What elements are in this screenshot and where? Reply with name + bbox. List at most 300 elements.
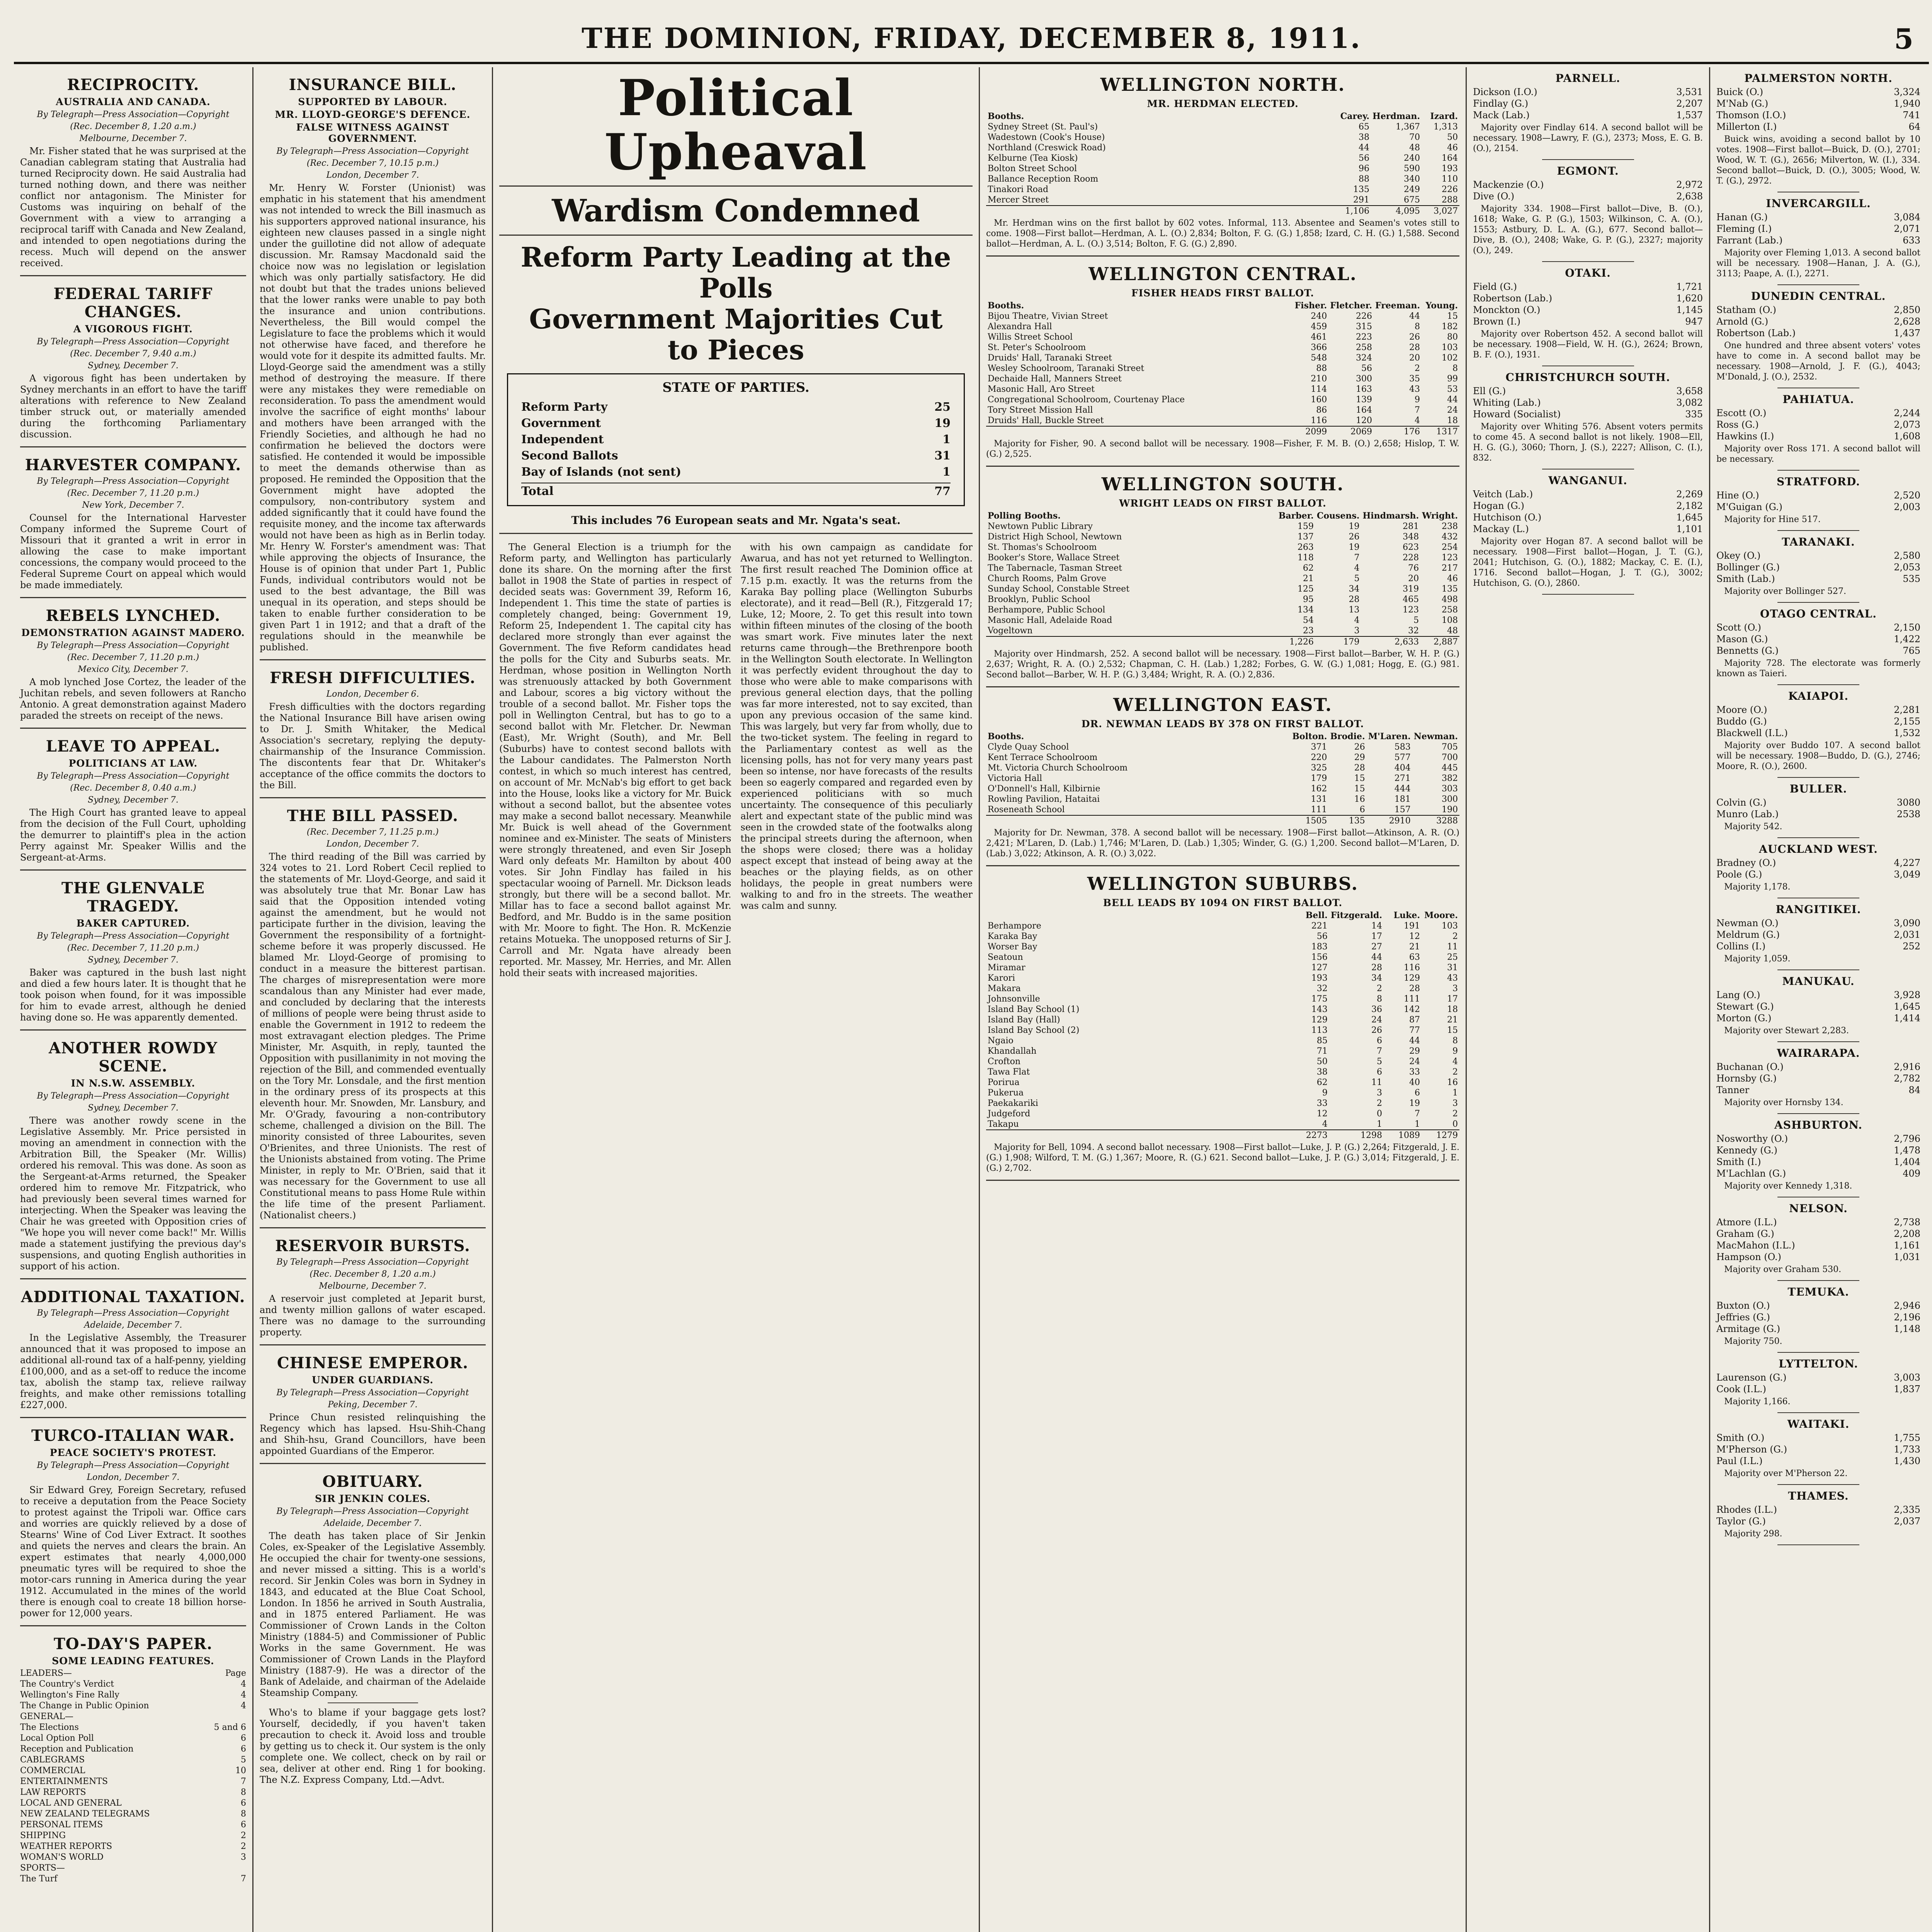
table-cell: 29: [1354, 753, 1365, 762]
table-cell: 226: [1442, 185, 1458, 194]
candidate-votes: 1,161: [1894, 1240, 1920, 1251]
section-head-south: WELLINGTON SOUTH.: [1101, 474, 1344, 495]
table-cell: 111: [1311, 805, 1327, 815]
column-1: [14, 67, 253, 1932]
table-cell: 95: [1303, 595, 1314, 604]
table-cell: 125: [1297, 584, 1314, 594]
table-cell: Ngaio: [988, 1036, 1014, 1046]
table-cell: 24: [1447, 405, 1458, 415]
electorate-block: [1716, 690, 1920, 772]
candidate-row: [1716, 550, 1920, 561]
table-cell: 7: [1415, 405, 1420, 415]
divider: [1777, 530, 1859, 531]
table-cell: 303: [1442, 784, 1458, 794]
section-subhead: MR. HERDMAN ELECTED.: [1147, 98, 1299, 109]
electorate-name: TEMUKA.: [1787, 1286, 1849, 1298]
byline: By Telegraph—Press Association—Copyright: [276, 146, 469, 156]
candidate-row: [1716, 1001, 1920, 1012]
headline-insurance: INSURANCE BILL.: [289, 76, 457, 94]
headline-fresh: FRESH DIFFICULTIES.: [270, 669, 476, 687]
candidate-name: Millerton (I.): [1716, 121, 1777, 132]
candidate-name: Poole (G.): [1716, 869, 1762, 880]
subhead: SUPPORTED BY LABOUR.: [298, 96, 447, 107]
candidate-row: [1716, 1240, 1920, 1251]
table-cell: 18: [1447, 1005, 1458, 1014]
candidate-votes: 2,208: [1894, 1228, 1920, 1239]
divider: [20, 728, 246, 729]
candidate-row: [1716, 561, 1920, 573]
table-cell: 3: [1452, 1099, 1458, 1108]
subhead: POLITICIANS AT LAW.: [68, 758, 198, 769]
table-cell: 48: [1447, 626, 1458, 636]
table-cell: 675: [1404, 195, 1420, 205]
table-row: [986, 973, 1459, 983]
candidate-name: Buddo (G.): [1716, 716, 1767, 727]
candidate-votes: 409: [1903, 1168, 1920, 1179]
section-subhead: FISHER HEADS FIRST BALLOT.: [1131, 287, 1315, 299]
dateline: (Rec. December 7, 9.40 a.m.): [70, 349, 196, 359]
candidate-row: [1716, 1515, 1920, 1527]
table-row: [986, 1119, 1459, 1130]
candidate-name: Atmore (I.L.): [1716, 1217, 1777, 1228]
candidate-name: Hawkins (I.): [1716, 431, 1774, 442]
candidate-row: [1716, 869, 1920, 880]
electorate-name: CHRISTCHURCH SOUTH.: [1505, 371, 1670, 384]
subhead: SOME LEADING FEATURES.: [52, 1655, 214, 1667]
electorate-note: Majority 1,166.: [1724, 1397, 1791, 1406]
placeline: Melbourne, December 7.: [319, 1281, 427, 1291]
candidate-row: [1716, 645, 1920, 656]
byline: By Telegraph—Press Association—Copyright: [37, 1461, 230, 1470]
candidate-votes: 2,638: [1676, 191, 1703, 202]
table-row: [986, 983, 1459, 994]
article-body: Mr. Fisher stated that he was surprised at the Canadian cablegram stating that Australia had turned Reciprocity down. He said Australia had turned nothing down, and there was neither conflict nor antagonism. The Minister for Customs was inquiring on behalf of the Government with a view to arranging a reciprocal tariff with Canada and New Zealand, and intended to open negotiations during the recess. Much will depend on the answer received.: [20, 146, 246, 269]
candidate-name: Kennedy (G.): [1716, 1145, 1777, 1156]
headline-rebels: REBELS LYNCHED.: [46, 607, 221, 625]
divider: [20, 869, 246, 871]
divider: [1777, 1352, 1859, 1353]
table-row: [986, 415, 1459, 426]
candidate-name: Ross (G.): [1716, 419, 1759, 430]
divider: [1777, 684, 1859, 685]
table-cell: 340: [1404, 174, 1420, 184]
table-cell: 1: [1452, 1088, 1458, 1098]
table-cell: Tinakori Road: [988, 185, 1049, 194]
candidate-row: [1716, 727, 1920, 739]
table-cell: 20: [1409, 353, 1420, 363]
feature-label: SHIPPING: [20, 1831, 66, 1840]
results-table-north: [986, 111, 1459, 216]
table-cell: 444: [1394, 784, 1411, 794]
candidate-votes: 2,916: [1894, 1061, 1920, 1072]
table-row: [986, 1056, 1459, 1067]
feature-label: Reception and Publication: [20, 1744, 134, 1754]
candidate-votes: 84: [1908, 1085, 1920, 1095]
candidate-name: Cook (I.L.): [1716, 1384, 1766, 1395]
feature-row: [20, 1701, 246, 1711]
candidate-name: Smith (Lab.): [1716, 573, 1775, 584]
candidate-row: [1716, 1216, 1920, 1228]
total-cell: 176: [1374, 426, 1422, 437]
table-cell: 5: [1413, 616, 1419, 625]
table-cell: 102: [1442, 353, 1458, 363]
electorate-note: Majority for Hine 517.: [1724, 515, 1821, 524]
candidate-votes: 3,003: [1894, 1372, 1920, 1383]
candidate-name: Farrant (Lab.): [1716, 235, 1783, 246]
party-value: 1: [942, 465, 951, 479]
table-cell: 271: [1394, 774, 1411, 783]
candidate-row: [1716, 704, 1920, 716]
candidate-row: [1716, 1504, 1920, 1515]
table-cell: 164: [1442, 153, 1458, 163]
table-cell: 2: [1452, 932, 1458, 941]
candidate-name: Hampson (O.): [1716, 1252, 1781, 1262]
candidate-row: [1716, 917, 1920, 929]
divider: [20, 446, 246, 447]
table-cell: 103: [1442, 921, 1458, 931]
candidate-votes: 3,324: [1894, 87, 1920, 97]
feature-row: [20, 1668, 246, 1679]
column-header: Young.: [1425, 301, 1458, 311]
total-cell: 1,226: [1277, 636, 1315, 647]
candidate-votes: 2,520: [1894, 490, 1920, 501]
subhead: A VIGOROUS FIGHT.: [73, 323, 193, 335]
table-row: [986, 804, 1459, 815]
table-cell: 71: [1316, 1046, 1328, 1056]
subhead: PEACE SOCIETY'S PROTEST.: [49, 1447, 217, 1458]
table-row: [986, 605, 1459, 615]
subhead: FALSE WITNESS AGAINST GOVERNMENT.: [296, 122, 449, 144]
table-cell: 62: [1303, 563, 1314, 573]
total-cell: [986, 1130, 1291, 1141]
placeline: Sydney, December 7.: [88, 955, 179, 965]
total-cell: 1505: [1291, 815, 1328, 826]
candidate-row: [1716, 1061, 1920, 1073]
table-cell: 8: [1377, 994, 1382, 1004]
table-cell: 131: [1311, 794, 1327, 804]
candidate-row: [1716, 1311, 1920, 1323]
table-cell: 44: [1359, 143, 1370, 153]
table-cell: 129: [1404, 973, 1420, 983]
candidate-row: [1473, 500, 1703, 512]
table-cell: 1,313: [1434, 122, 1458, 132]
divider: [1777, 1412, 1859, 1413]
candidate-name: Graham (G.): [1716, 1228, 1774, 1239]
table-cell: 5: [1377, 1057, 1382, 1066]
section-notes: Majority for Fisher, 90. A second ballot will be necessary. 1908—Fisher, F. M. B. (O.) 2,658; Hislop, T. W. (G.) 2,525.: [986, 439, 1459, 459]
table-cell: 19: [1349, 522, 1360, 531]
candidate-votes: 2,031: [1894, 929, 1920, 940]
candidate-row: [1716, 1372, 1920, 1383]
section-head-east: WELLINGTON EAST.: [1113, 694, 1332, 715]
table-cell: 217: [1442, 563, 1458, 573]
candidate-name: Taylor (G.): [1716, 1516, 1766, 1527]
table-row: [986, 395, 1459, 405]
table-cell: Mt. Victoria Church Schoolroom: [988, 763, 1128, 773]
table-cell: 65: [1359, 122, 1370, 132]
table-row: [986, 542, 1459, 553]
candidate-name: Nosworthy (O.): [1716, 1133, 1788, 1144]
table-cell: Kelburne (Tea Kiosk): [988, 153, 1078, 163]
table-cell: 48: [1409, 143, 1420, 153]
placeline: Sydney, December 7.: [88, 1103, 179, 1113]
candidate-row: [1716, 1133, 1920, 1145]
table-row: [986, 143, 1459, 153]
candidate-votes: 1,537: [1676, 110, 1703, 121]
candidate-name: MacMahon (I.L.): [1716, 1240, 1795, 1251]
state-note: This includes 76 European seats and Mr. Ngata's seat.: [571, 514, 901, 527]
candidate-row: [1716, 940, 1920, 952]
table-cell: 21: [1303, 574, 1314, 583]
electorate-list-a: [1473, 72, 1703, 595]
table-cell: 4: [1354, 616, 1360, 625]
table-cell: 228: [1403, 553, 1419, 563]
table-row: [986, 1088, 1459, 1098]
article-body: The High Court has granted leave to appeal from the decision of the Full Court, upholding the demurrer to plaintiff's plea in the action Perry against Mr. Speaker Willis and the Sergeant-at-Arms.: [20, 807, 246, 863]
candidate-name: Tanner: [1716, 1085, 1750, 1095]
electorate-note: Majority over M'Pherson 22.: [1724, 1469, 1848, 1478]
candidate-row: [1716, 1073, 1920, 1084]
electorate-block: [1716, 1286, 1920, 1347]
table-row: [986, 195, 1459, 206]
table-cell: Bijou Theatre, Vivian Street: [988, 311, 1108, 321]
column-header: Fitzgerald.: [1330, 910, 1382, 920]
table-cell: 4: [1354, 563, 1360, 573]
candidate-votes: 1,620: [1676, 293, 1703, 304]
table-cell: 8: [1452, 364, 1458, 373]
total-cell: 2,887: [1420, 636, 1459, 647]
party-label: Reform Party: [521, 400, 608, 414]
candidate-name: Dive (O.): [1473, 191, 1514, 202]
total-cell: [986, 815, 1291, 826]
results-table-central: [986, 300, 1459, 437]
candidate-votes: 2,281: [1894, 704, 1920, 715]
table-row: [986, 1077, 1459, 1088]
table-cell: Worser Bay: [988, 942, 1037, 952]
candidate-name: Scott (O.): [1716, 622, 1761, 633]
column-header: Luke.: [1393, 910, 1420, 920]
table-cell: 123: [1442, 553, 1458, 563]
results-table-east: [986, 731, 1459, 826]
divider: [20, 1278, 246, 1279]
table-cell: 129: [1311, 1015, 1328, 1025]
candidate-row: [1716, 929, 1920, 940]
headline-bill-passed: THE BILL PASSED.: [287, 807, 459, 825]
table-cell: 29: [1409, 1046, 1420, 1056]
table-row: [986, 963, 1459, 973]
column-header: Polling Booths.: [988, 511, 1061, 521]
table-row: [986, 521, 1459, 532]
byline: By Telegraph—Press Association—Copyright: [37, 1308, 230, 1318]
table-cell: 6: [1415, 1088, 1420, 1098]
table-cell: 223: [1355, 332, 1372, 342]
candidate-votes: 2,796: [1894, 1133, 1920, 1144]
electorate-block: [1716, 1047, 1920, 1108]
table-cell: 6: [1359, 805, 1365, 815]
table-cell: Bolton Street School: [988, 164, 1077, 173]
table-cell: 76: [1408, 563, 1419, 573]
table-cell: Brooklyn, Public School: [988, 595, 1090, 604]
column-header: Bell.: [1305, 910, 1328, 920]
table-row: [986, 132, 1459, 143]
table-cell: 226: [1355, 311, 1372, 321]
total-value: 77: [934, 485, 951, 498]
article-body: Fresh difficulties with the doctors regarding the National Insurance Bill have arisen owing to Dr. J. Smith Whitaker, the Medical Association's secretary, replying the deputy-chairmanship of the Insurance Commission. The discontents fear that Dr. Whitaker's acceptance of the office commits the doctors to the Bill.: [260, 701, 486, 791]
table-cell: 291: [1353, 195, 1370, 205]
candidate-votes: 2,207: [1676, 98, 1703, 109]
feature-label: SPORTS—: [20, 1863, 65, 1873]
table-cell: 21: [1447, 1015, 1458, 1025]
headline-rowdy: ANOTHER ROWDY SCENE.: [49, 1039, 218, 1075]
candidate-row: [1716, 316, 1920, 327]
table-cell: Congregational Schoolroom, Courtenay Place: [988, 395, 1185, 405]
byline: By Telegraph—Press Association—Copyright: [37, 476, 230, 486]
table-cell: 4: [1415, 416, 1420, 425]
placeline: New York, December 7.: [82, 500, 184, 510]
table-cell: 179: [1311, 774, 1327, 783]
table-cell: Island Bay (Hall): [988, 1015, 1060, 1025]
candidate-votes: 2,196: [1894, 1312, 1920, 1323]
table-cell: 28: [1371, 963, 1382, 973]
table-cell: 34: [1371, 973, 1382, 983]
table-cell: 700: [1442, 753, 1458, 762]
table-cell: 15: [1354, 774, 1365, 783]
candidate-votes: 1,532: [1894, 728, 1920, 738]
article-body: The death has taken place of Sir Jenkin Coles, ex-Speaker of the Legislative Assembly. He occupied the chair for twenty-one sessions, and never missed a sitting. This is a world's record. Sir Jenkin Coles was born in Sydney in 1843, and educated at the Blue Coat School, London. In 1856 he arrived in South Australia, and in 1875 entered Parliament. He was Commissioner of Crown Lands in the Colton Ministry (1884-5) and Commissioner of Public Works in the same Government. He was Commissioner of Crown Lands in the Playford Ministry (1887-9). He was a director of the Bank of Adelaide, and chairman of the Adelaide Steamship Company.: [260, 1531, 486, 1698]
candidate-name: Blackwell (I.L.): [1716, 728, 1788, 738]
table-row: [986, 921, 1459, 931]
table-cell: O'Donnell's Hall, Kilbirnie: [988, 784, 1100, 794]
feature-label: LOCAL AND GENERAL: [20, 1798, 122, 1808]
candidate-votes: 2,738: [1894, 1217, 1920, 1228]
candidate-votes: 2538: [1896, 809, 1920, 820]
divider: [1777, 777, 1859, 778]
electorate-note: One hundred and three absent voters' votes have to come in. A second ballot may be necessary. 1908—Arnold, J. F. (G.), 4043; M'Donald, J. (O.), 2532.: [1716, 341, 1920, 382]
table-cell: 8: [1452, 1036, 1458, 1046]
candidate-name: Jeffries (G.): [1716, 1312, 1770, 1323]
table-cell: 28: [1354, 763, 1365, 773]
table-cell: 143: [1311, 1005, 1328, 1014]
electorate-name: MANUKAU.: [1782, 975, 1855, 988]
electorate-note: Majority over Graham 530.: [1724, 1265, 1842, 1274]
electorate-block: [1716, 1357, 1920, 1407]
table-cell: 46: [1447, 143, 1458, 153]
candidate-name: Buxton (O.): [1716, 1300, 1770, 1311]
electorate-note: Buick wins, avoiding a second ballot by 10 votes. 1908—First ballot—Buick, D. (O.), 2701; Wood, W. T. (G.), 2656; Milverton, W. (I.), 334. Second ballot—Buick, D. (O.), 3005; Wood, W. T. (G.), 2972.: [1716, 134, 1920, 186]
electorate-name: TARANAKI.: [1782, 536, 1855, 548]
table-cell: 53: [1447, 384, 1458, 394]
table-cell: Booker's Store, Wallace Street: [988, 553, 1120, 563]
candidate-row: [1716, 1300, 1920, 1311]
candidate-votes: 2,946: [1894, 1300, 1920, 1311]
candidate-name: Colvin (G.): [1716, 797, 1767, 808]
table-cell: Johnsonville: [988, 994, 1040, 1004]
candidate-name: Bennetts (G.): [1716, 645, 1779, 656]
table-row: [986, 615, 1459, 626]
table-row: [986, 784, 1459, 794]
table-cell: 26: [1409, 332, 1420, 342]
divider: [260, 797, 486, 798]
candidate-name: Lang (O.): [1716, 990, 1760, 1000]
candidate-row: [1473, 408, 1703, 420]
placeline: Sydney, December 7.: [88, 361, 179, 371]
table-cell: 113: [1311, 1026, 1328, 1035]
results-table-suburbs: [986, 910, 1459, 1141]
candidate-votes: 2,335: [1894, 1504, 1920, 1515]
candidate-row: [1473, 179, 1703, 190]
divider: [1777, 1544, 1859, 1545]
table-cell: 9: [1452, 1046, 1458, 1056]
total-cell: 1089: [1384, 1130, 1422, 1141]
column-header: Herdman.: [1372, 111, 1420, 121]
table-cell: 34: [1349, 584, 1360, 594]
table-cell: 50: [1316, 1057, 1328, 1066]
electorate-block: [1473, 165, 1703, 256]
candidate-name: Bradney (O.): [1716, 857, 1776, 868]
candidate-votes: 2,071: [1894, 223, 1920, 234]
table-row: [986, 532, 1459, 542]
table-cell: 103: [1442, 343, 1458, 352]
subhead: AUSTRALIA AND CANADA.: [56, 96, 211, 107]
candidate-votes: 2,782: [1894, 1073, 1920, 1084]
feature-page: 5 and 6: [214, 1723, 246, 1732]
table-cell: 160: [1311, 395, 1327, 405]
table-cell: 56: [1359, 153, 1370, 163]
total-cell: 135: [1328, 815, 1366, 826]
divider: [260, 1344, 486, 1345]
electorate-name: ASHBURTON.: [1774, 1119, 1863, 1131]
divider: [20, 275, 246, 276]
candidate-row: [1716, 622, 1920, 633]
table-cell: 135: [1442, 584, 1458, 594]
candidate-name: Monckton (O.): [1473, 304, 1541, 315]
electorate-block: [1716, 1418, 1920, 1479]
table-cell: Mercer Street: [988, 195, 1049, 205]
candidate-votes: 633: [1903, 235, 1920, 246]
deck-line-3: to Pieces: [667, 334, 804, 366]
divider: [20, 1417, 246, 1418]
table-cell: Tory Street Mission Hall: [988, 405, 1093, 415]
feature-label: LEADERS—: [20, 1668, 72, 1678]
feature-page: 4: [241, 1701, 246, 1711]
candidate-votes: 2,182: [1676, 500, 1703, 511]
state-of-parties-title: STATE OF PARTIES.: [662, 380, 810, 395]
party-row: [521, 448, 951, 464]
candidate-row: [1473, 512, 1703, 523]
table-cell: 111: [1404, 994, 1420, 1004]
column-6: [1710, 67, 1927, 1932]
table-cell: Porirua: [988, 1078, 1020, 1087]
table-row: [986, 374, 1459, 384]
divider: [20, 597, 246, 598]
table-cell: Sunday School, Constable Street: [988, 584, 1130, 594]
article-body: Mr. Henry W. Forster (Unionist) was emphatic in his statement that his amendment was not intended to wreck the Bill inasmuch as his supporters approved national insurance, his eighteen new clauses passed in a single night under the guillotine did not allow of adequate discussion. Mr. Ramsay Macdonald said the choice now was no legislation or legislation which was only partially satisfactory. He did not doubt but that the trades unions believed that the lower ranks were unable to pay both the insurance and union contributions. Nevertheless, the Bill would compel the Legislature to face the problems which it would not otherwise have faced, and therefore he would vote for it despite its admitted faults. Mr. Lloyd-George said the amendment was a stilly method of destroying the measure. If there were any mistakes they were remediable on reconsideration. To pass the amendment would involve the sacrifice of eight months' labour and mothers have been arranged with the Friendly Societies, and although he had no confirmation he believed the doctors were satisfied. He contended it would be impossible to meet the demands otherwise than as proposed. He reminded the Opposition that the Government might have adopted the compulsory, non-contributory system and added significantly that it could have found the requisite money, and the income tax afterwards would not have been as high as in Berlin today. Mr. Henry W. Forster's amendment was: That while approving the objects of Insurance, the House is of opinion that under Part 1, Public Funds, individual contributors would not be used to the best advantage, the Bill was unequal in its operation, and steps should be taken to enable further consideration to be given Part 1 in 1912; and that a draft of the regulations should in the meanwhile be published.: [260, 182, 486, 653]
electorate-list-b: [1716, 72, 1920, 1545]
party-row: [521, 415, 951, 432]
total-cell: 2273: [1291, 1130, 1329, 1141]
table-cell: 26: [1371, 1026, 1382, 1035]
table-cell: 324: [1355, 353, 1372, 363]
table-cell: 7: [1377, 1046, 1382, 1056]
table-header-row: [986, 300, 1459, 311]
table-cell: 33: [1316, 1099, 1328, 1108]
candidate-row: [1716, 1455, 1920, 1467]
table-cell: Kent Terrace Schoolroom: [988, 753, 1098, 762]
table-cell: 114: [1311, 384, 1327, 394]
table-cell: 96: [1359, 164, 1370, 173]
candidate-row: [1716, 808, 1920, 820]
state-of-parties-box: [507, 373, 965, 506]
